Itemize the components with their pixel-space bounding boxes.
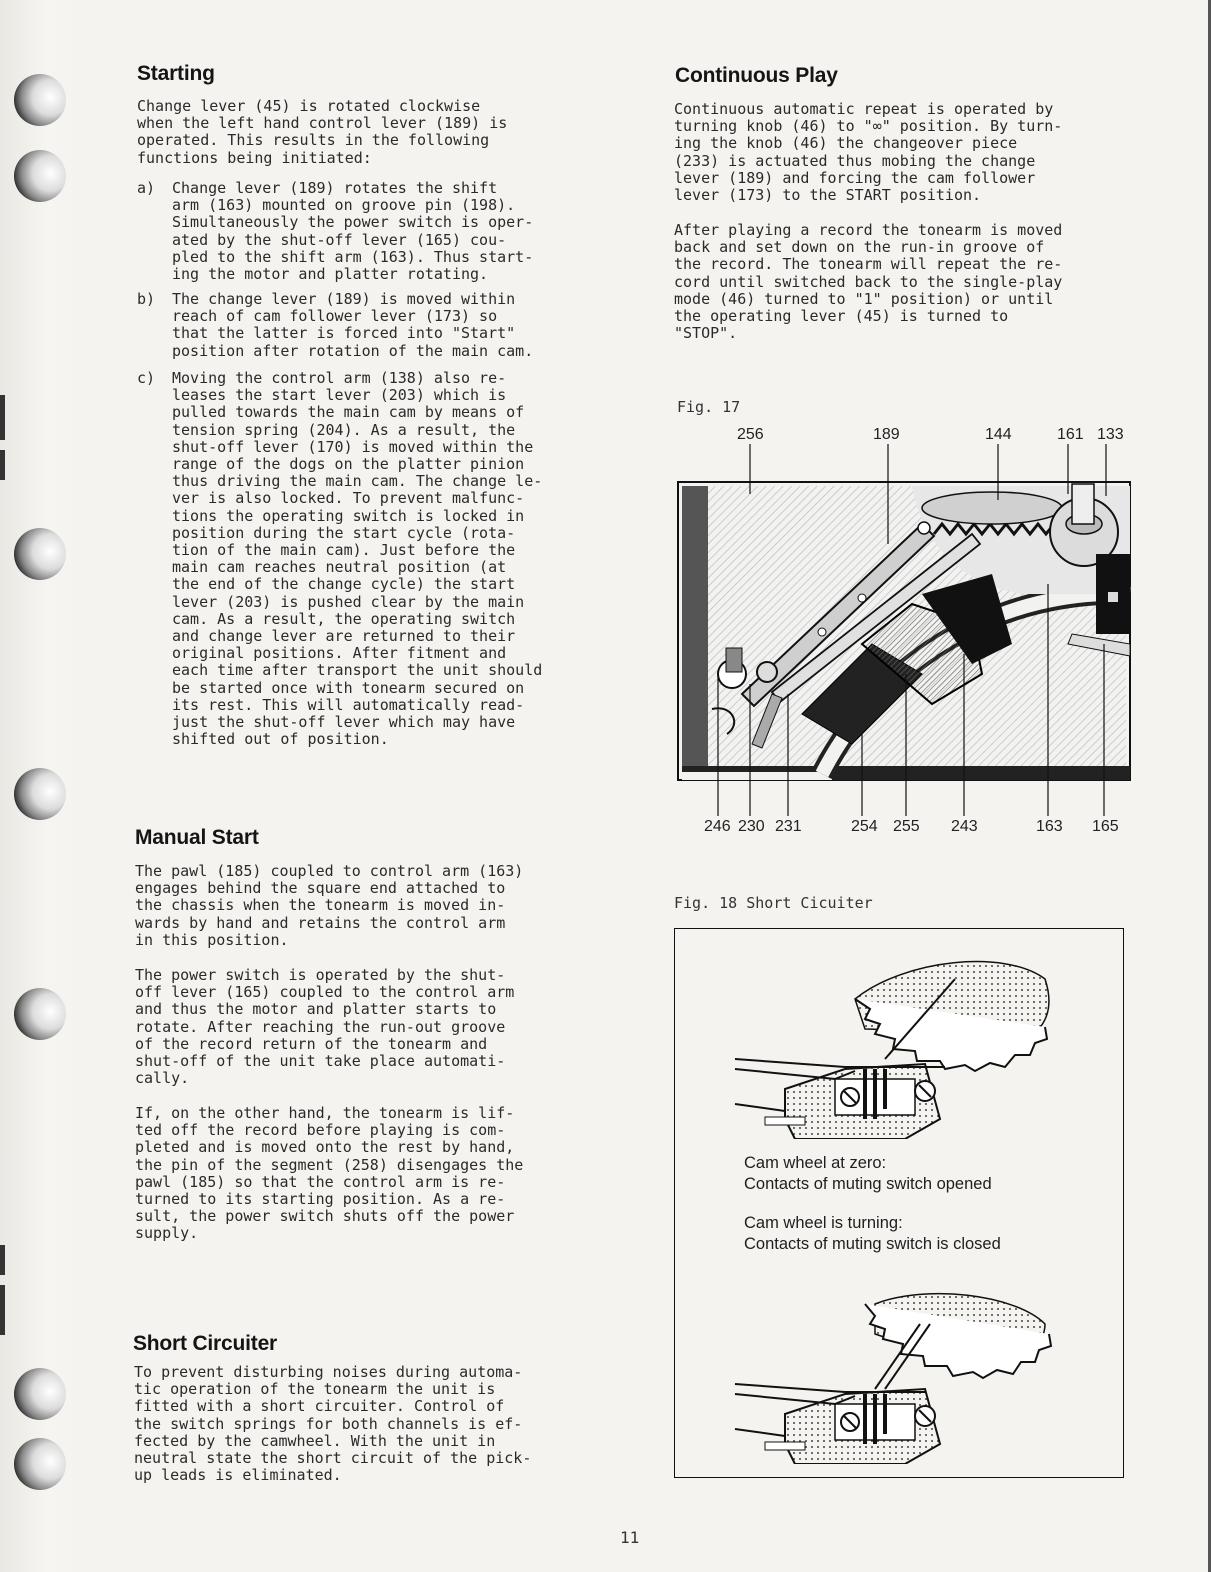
short-circuiter-p1: To prevent disturbing noises during automa- tic operation of the tonearm the unit is fitted with a short circuiter. Control of the switch springs for both channels is ef- fected by the camwheel. With the unit in neutral state the short circuit of the pick- up leads is eliminated. [134, 1363, 532, 1485]
page-number: 11 [620, 1528, 640, 1547]
state1-line2: Contacts of muting switch opened [744, 1175, 992, 1193]
punch-hole [14, 1438, 66, 1490]
punch-hole [14, 768, 66, 820]
callout-label: 254 [851, 818, 878, 835]
heading-continuous-play: Continuous Play [675, 64, 838, 87]
fig18-caption: Fig. 18 Short Cicuiter [674, 894, 873, 912]
state2-line2: Contacts of muting switch is closed [744, 1235, 1001, 1253]
callout-label: 256 [737, 426, 764, 443]
callout-label: 133 [1097, 426, 1124, 443]
fig18-switch-closed-illustration [725, 1264, 1075, 1464]
heading-manual-start: Manual Start [135, 826, 259, 849]
heading-short-circuiter: Short Circuiter [133, 1332, 278, 1355]
list-text: Moving the control arm (138) also re- leases the start lever (203) which is pulled towards the main cam by means of tension spring (204). As a result, the shut-off lever (170) is moved within the range of the dogs on the platter pinion thus driving the main cam. The change le- ver is also locked. To prevent malfunc- tions the operating switch is locked in position during the start cycle (rota- tion of the main cam). Just before the main cam reaches neutral position (at the end of the change cycle) the start lever (203) is pushed clear by the main cam. As a result, the operating switch and change lever are returned to their original positions. After fitment and each time after transport the unit should be started once with tonearm secured on its rest. This will automatically read- just the shut-off lever which may have shifted out of position. [172, 369, 543, 749]
edge-mark [0, 395, 5, 440]
callout-label: 161 [1057, 426, 1084, 443]
punch-hole [14, 988, 66, 1040]
continuous-play-p2: After playing a record the tonearm is moved back and set down on the run-in groove of the record. The tonearm will repeat the re- cord until switched back to the single-play mode (46) turned to "1" position) or until the operating lever (45) is turned to "STOP". [674, 221, 1063, 343]
callout-label: 255 [893, 818, 920, 835]
state1-line1: Cam wheel at zero: [744, 1154, 887, 1172]
callout-label: 246 [704, 818, 731, 835]
fig17-caption: Fig. 17 [677, 398, 741, 416]
fig18-frame [674, 928, 1124, 1478]
continuous-play-p1: Continuous automatic repeat is operated by turning knob (46) to "∞" position. By turn- ing the knob (46) the changeover piece (233) is actuated thus mobing the change lever (189) and forcing the cam follower lever (173) to the START position. [674, 100, 1063, 205]
callout-label: 144 [985, 426, 1012, 443]
punch-hole [14, 1368, 66, 1420]
list-marker: a) [137, 179, 156, 197]
callout-label: 231 [775, 818, 802, 835]
edge-mark [0, 1285, 5, 1335]
fig18-switch-open-illustration [725, 939, 1075, 1139]
callout-label: 189 [873, 426, 900, 443]
manual-start-p3: If, on the other hand, the tonearm is lif- ted off the record before playing is com- pleted and is moved onto the rest by hand, the pin of the segment (258) disengages the pawl (185) so that the control arm is re- turned to its starting position. As a re- sult, the power switch shuts off the power supply. [135, 1104, 524, 1243]
punch-hole [14, 74, 66, 126]
starting-intro: Change lever (45) is rotated clockwise when the left hand control lever (189) is operated. This results in the following functions being initiated: [137, 97, 508, 167]
edge-mark [0, 450, 5, 480]
edge-mark [0, 1245, 5, 1275]
list-text: Change lever (189) rotates the shift arm (163) mounted on groove pin (198). Simultaneously the power switch is oper- ated by the shut-off lever (165) cou- pled to the shift arm (163). Thus start- ing the motor and platter rotating. [172, 179, 534, 284]
callout-label: 163 [1036, 818, 1063, 835]
list-text: The change lever (189) is moved within reach of cam follower lever (173) so that the latter is forced into "Start" position after rotation of the main cam. [172, 290, 534, 360]
punch-hole [14, 150, 66, 202]
state2-line1: Cam wheel is turning: [744, 1214, 903, 1232]
manual-start-p1: The pawl (185) coupled to control arm (163) engages behind the square end attached to the chassis when the tonearm is moved in- wards by hand and retains the control arm in this position. [135, 862, 524, 949]
callout-label: 230 [738, 818, 765, 835]
list-marker: b) [137, 290, 156, 308]
callout-label: 243 [951, 818, 978, 835]
binder-margin [0, 0, 80, 1572]
fig17-mechanism-illustration [672, 444, 1132, 816]
manual-start-p2: The power switch is operated by the shut- off lever (165) coupled to the control arm and thus the motor and platter starts to rotate. After reaching the run-out groove of the record return of the tonearm and shut-off of the unit take place automati- cally. [135, 966, 515, 1088]
list-marker: c) [137, 369, 156, 387]
punch-hole [14, 528, 66, 580]
callout-label: 165 [1092, 818, 1119, 835]
heading-starting: Starting [137, 62, 215, 85]
